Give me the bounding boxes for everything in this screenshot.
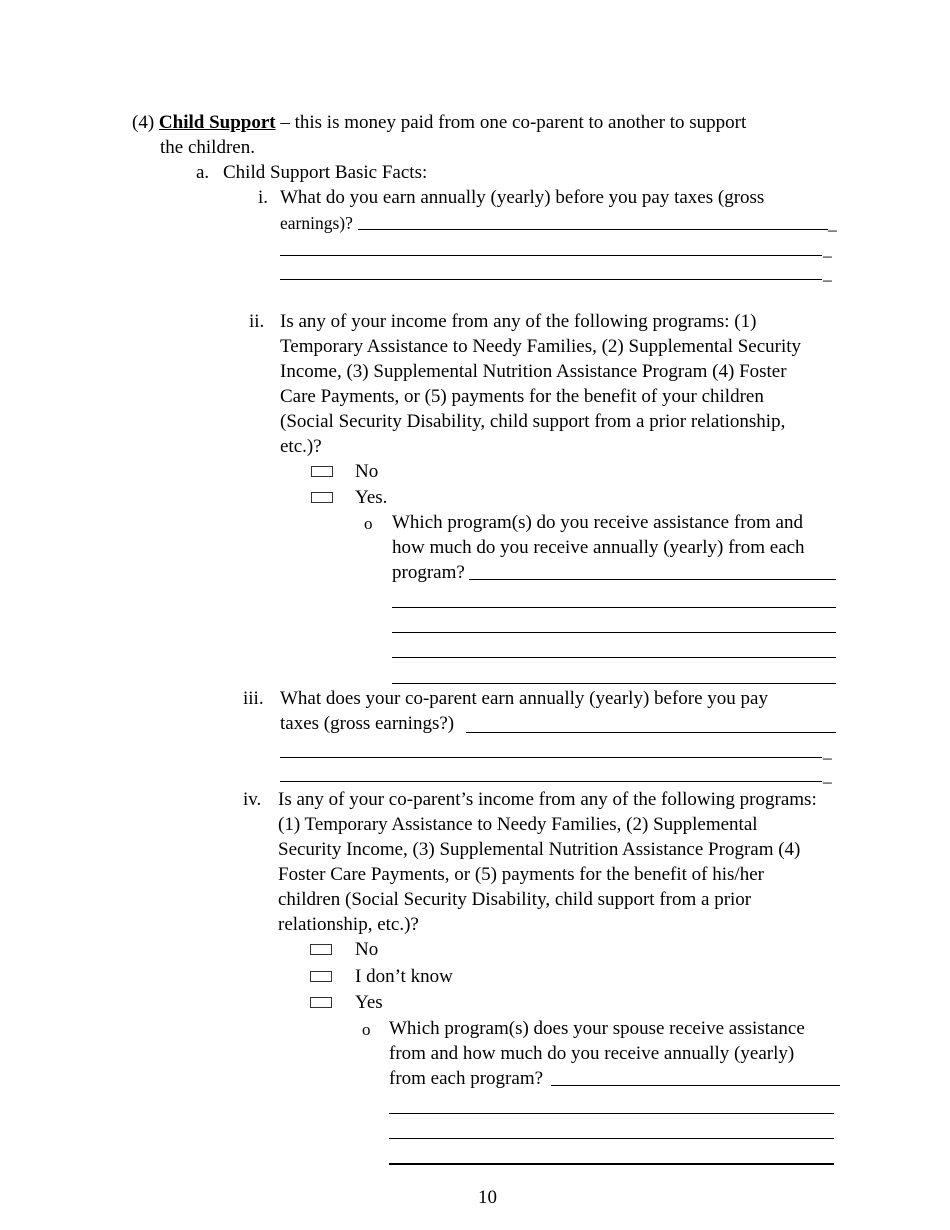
q3-blank-tail-1: _ <box>823 741 832 761</box>
q4-line-2: (1) Temporary Assistance to Needy Families, (2) Supplemental <box>278 814 758 835</box>
q2-line-3: Income, (3) Supplemental Nutrition Assistance Program (4) Foster <box>280 361 787 382</box>
subsection-a-marker: a. <box>196 162 210 183</box>
q3-line-1: What does your co-parent earn annually (yearly) before you pay <box>280 688 768 709</box>
q4-line-4: Foster Care Payments, or (5) payments for the benefit of his/her <box>278 864 764 885</box>
q2-followup-line-3: program? <box>392 562 465 583</box>
q3-marker: iii. <box>243 688 264 709</box>
q4-checkbox-no[interactable] <box>310 944 332 955</box>
q2-line-2: Temporary Assistance to Needy Families, (2) Supplemental Security <box>280 336 802 357</box>
q2-answer-line-4[interactable] <box>392 657 836 658</box>
q4-bullet: o <box>362 1020 371 1039</box>
q1-line-2: earnings)? <box>280 213 353 233</box>
q4-checkbox-yes[interactable] <box>310 997 332 1008</box>
q4-line-1: Is any of your co-parent’s income from any of the following programs: <box>278 789 817 810</box>
q4-option-yes: Yes <box>355 992 383 1013</box>
section-line-1 <box>132 111 746 135</box>
q4-checkbox-dont-know[interactable] <box>310 971 332 982</box>
q1-blank-tail-1: _ <box>828 213 837 233</box>
q4-followup-line-3: from each program? <box>389 1068 544 1089</box>
q1-blank-tail-2: _ <box>823 239 832 259</box>
q4-answer-line-3[interactable] <box>389 1138 834 1139</box>
q2-line-1: Is any of your income from any of the following programs: (1) <box>280 311 757 332</box>
q2-followup-line-2: how much do you receive annually (yearly) from each <box>392 537 805 558</box>
q3-answer-line-3[interactable] <box>280 781 822 782</box>
q4-followup-line-1: Which program(s) does your spouse receive assistance <box>389 1018 805 1039</box>
q1-blank-tail-3: _ <box>823 263 832 283</box>
q4-answer-line-4[interactable] <box>389 1163 834 1165</box>
q2-line-6: etc.)? <box>280 436 322 457</box>
q4-answer-line-1[interactable] <box>551 1085 840 1086</box>
q1-marker: i. <box>258 187 269 208</box>
q2-checkbox-yes[interactable] <box>311 492 333 503</box>
q4-option-no: No <box>355 939 379 960</box>
q2-line-4: Care Payments, or (5) payments for the benefit of your children <box>280 386 764 407</box>
subsection-a-label: Child Support Basic Facts: <box>223 162 428 183</box>
q2-checkbox-no[interactable] <box>311 466 333 477</box>
q4-line-6: relationship, etc.)? <box>278 914 419 935</box>
q3-line-2: taxes (gross earnings?) <box>280 713 455 734</box>
q4-marker: iv. <box>243 789 262 810</box>
q2-line-5: (Social Security Disability, child support from a prior relationship, <box>280 411 786 432</box>
section-number: (4) <box>132 112 155 133</box>
q2-option-yes: Yes. <box>355 487 388 508</box>
q1-line-1: What do you earn annually (yearly) before you pay taxes (gross <box>280 187 765 208</box>
q4-line-3: Security Income, (3) Supplemental Nutrition Assistance Program (4) <box>278 839 801 860</box>
section-intro-line-2: the children. <box>160 137 255 158</box>
q2-option-no: No <box>355 461 379 482</box>
q3-answer-line-2[interactable] <box>280 757 822 758</box>
q2-followup-line-1: Which program(s) do you receive assistance from and <box>392 512 803 533</box>
q2-answer-line-5[interactable] <box>392 683 836 684</box>
q2-marker: ii. <box>249 311 265 332</box>
q2-answer-line-3[interactable] <box>392 632 836 633</box>
q4-followup-line-2: from and how much do you receive annually (yearly) <box>389 1043 795 1064</box>
q1-answer-line-2[interactable] <box>280 255 822 256</box>
q3-answer-line-1[interactable] <box>466 732 836 733</box>
q2-answer-line-1[interactable] <box>469 579 836 580</box>
q2-bullet: o <box>364 514 373 533</box>
q4-line-5: children (Social Security Disability, child support from a prior <box>278 889 752 910</box>
q4-option-dont-know: I don’t know <box>355 966 453 987</box>
q2-answer-line-2[interactable] <box>392 607 836 608</box>
q1-answer-line-3[interactable] <box>280 279 822 280</box>
section-intro: – this is money paid from one co-parent to another to support <box>280 112 747 133</box>
page-number: 10 <box>478 1187 497 1208</box>
section-title: Child Support <box>158 112 276 133</box>
q3-blank-tail-2: _ <box>823 765 832 785</box>
q4-answer-line-2[interactable] <box>389 1113 834 1114</box>
q1-answer-line-1[interactable] <box>358 229 828 230</box>
